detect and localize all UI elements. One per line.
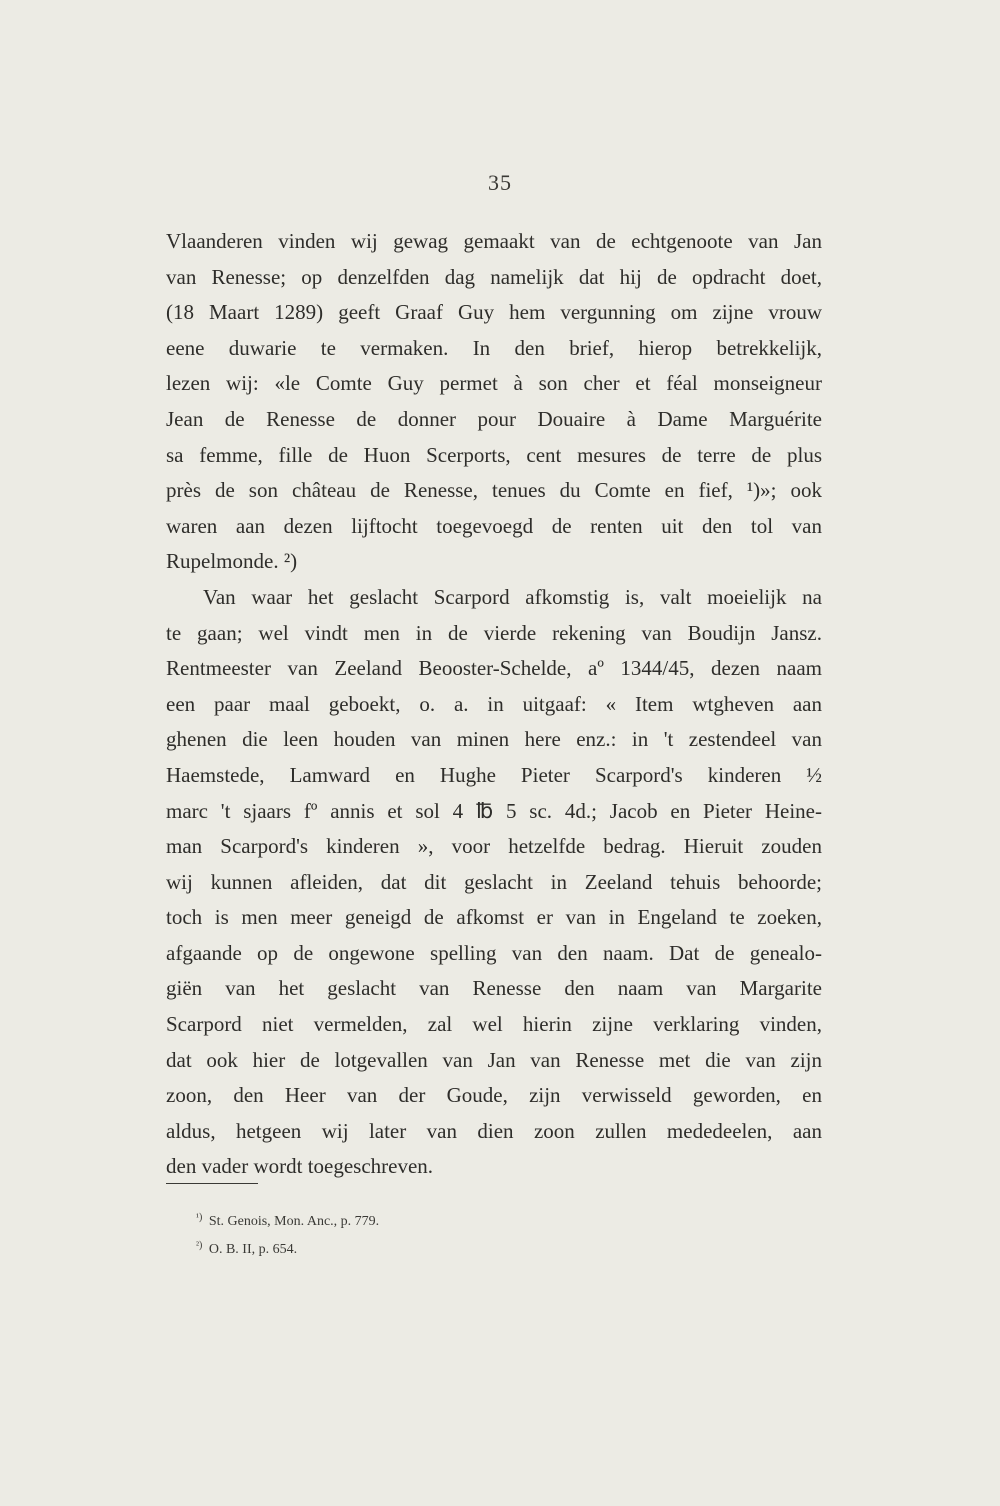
footnote-text: St. Genois, Mon. Anc., p. 779.	[208, 1214, 380, 1229]
text-line: te gaan; wel vindt men in de vierde rekening van Boudijn Jansz.	[166, 620, 822, 645]
text-line: Rupelmonde. ²)	[166, 549, 298, 574]
text-line: eene duwarie te vermaken. In den brief, hierop betrekkelijk,	[166, 335, 822, 360]
footnotes	[196, 1204, 696, 1260]
text-line: een paar maal geboekt, o. a. in uitgaaf: « Item wtgheven aan	[166, 691, 822, 716]
text-line: wij kunnen afleiden, dat dit geslacht in Zeeland tehuis behoorde;	[166, 869, 822, 894]
text-line: Scarpord niet vermelden, zal wel hierin zijne verklaring vinden,	[166, 1012, 822, 1037]
footnote-divider	[166, 1183, 258, 1184]
text-line: sa femme, fille de Huon Scerports, cent mesures de terre de plus	[166, 442, 822, 467]
text-line: Rentmeester van Zeeland Beooster-Schelde, aº 1344/45, dezen naam	[166, 656, 822, 681]
text-line: près de son château de Renesse, tenues du Comte en fief, ¹)»; ook	[166, 478, 822, 503]
text-line: Van waar het geslacht Scarpord afkomstig is, valt moeielijk na	[203, 584, 822, 609]
text-line: van Renesse; op denzelfden dag namelijk dat hij de opdracht doet,	[166, 264, 822, 289]
text-line: Haemstede, Lamward en Hughe Pieter Scarpord's kinderen ½	[166, 762, 822, 787]
text-line: lezen wij: «le Comte Guy permet à son cher et féal monseigneur	[166, 371, 822, 396]
text-line: Vlaanderen vinden wij gewag gemaakt van de echtgenoote van Jan	[166, 229, 822, 253]
text-line: ghenen die leen houden van minen here enz.: in 't zestendeel van	[166, 727, 822, 752]
paragraph-2	[166, 580, 822, 1185]
text-line: aldus, hetgeen wij later van dien zoon zullen mededeelen, aan	[166, 1118, 822, 1143]
footnote-marker: ²)	[196, 1240, 203, 1251]
text-line: waren aan dezen lijftocht toegevoegd de renten uit den tol van	[166, 513, 822, 538]
text-line: den vader wordt toegeschreven.	[166, 1154, 434, 1179]
text-line: afgaande op de ongewone spelling van den naam. Dat de genealo-	[166, 940, 822, 965]
footnote-2	[196, 1232, 696, 1260]
text-line: dat ook hier de lotgevallen van Jan van Renesse met die van zijn	[166, 1047, 822, 1072]
page-number: 35	[488, 170, 512, 195]
text-line: marc 't sjaars fº annis et sol 4 ℔ 5 sc. 4d.; Jacob en Pieter Heine-	[166, 798, 822, 823]
paragraph-1	[166, 224, 822, 580]
text-line: man Scarpord's kinderen », voor hetzelfde bedrag. Hieruit zouden	[166, 834, 822, 859]
footnote-text: O. B. II, p. 654.	[208, 1242, 298, 1257]
footnote-marker: ¹)	[196, 1212, 203, 1223]
text-line: toch is men meer geneigd de afkomst er van in Engeland te zoeken,	[166, 905, 822, 930]
text-line: giën van het geslacht van Renesse den naam van Margarite	[166, 976, 822, 1001]
footnote-1	[196, 1204, 696, 1232]
body-text	[166, 224, 822, 1185]
text-line: (18 Maart 1289) geeft Graaf Guy hem vergunning om zijne vrouw	[166, 300, 822, 325]
text-line: zoon, den Heer van der Goude, zijn verwisseld geworden, en	[166, 1083, 822, 1108]
text-line: Jean de Renesse de donner pour Douaire à Dame Marguérite	[166, 406, 822, 431]
